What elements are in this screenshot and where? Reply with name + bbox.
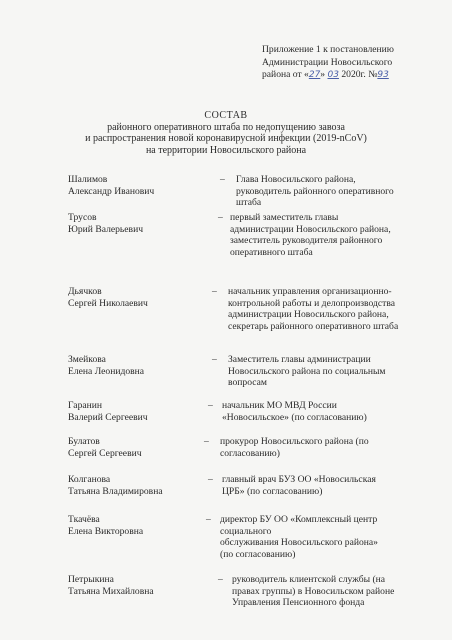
member-surname: Трусов	[68, 212, 97, 223]
role-line: «Новосильское» (по согласованию)	[222, 411, 367, 423]
member-role	[228, 354, 418, 389]
dash: –	[218, 212, 223, 223]
member-role	[222, 474, 418, 497]
appendix-day: 27	[308, 70, 321, 80]
appendix-line-3	[262, 69, 442, 82]
role-line: секретарь районного оперативного штаба	[228, 320, 399, 332]
appendix-month: 03	[327, 70, 339, 80]
document-heading	[0, 110, 452, 156]
appendix-line-1: Приложение 1 к постановлению	[262, 44, 394, 55]
member-name	[68, 174, 198, 197]
member-surname: Ткачёва	[68, 514, 100, 525]
appendix-date-mid: »	[320, 69, 326, 80]
dash: –	[218, 574, 223, 585]
role-line: обслуживания Новосильского района»	[220, 537, 378, 548]
role-line: Заместитель главы администрации	[228, 354, 371, 365]
role-line: начальник управления организационно-	[228, 286, 392, 297]
member-given-name: Татьяна Михайловна	[68, 585, 154, 597]
member-name	[68, 574, 198, 597]
role-line: штаба	[236, 197, 262, 208]
member-surname: Шалимов	[68, 174, 108, 185]
role-line: социального	[220, 525, 272, 537]
role-line: администрации Новосильского района,	[228, 309, 389, 320]
member-role	[222, 400, 418, 423]
role-line: прокурор Новосильского района (по	[220, 436, 369, 447]
heading-line-3: и распространения новой коронавирусной инфекции (2019-nCoV)	[85, 133, 367, 144]
member-name	[68, 286, 198, 309]
appendix-header	[262, 44, 442, 82]
heading-line-2: районного оперативного штаба по недопущению завоза	[107, 121, 345, 133]
member-surname: Дьячков	[68, 286, 102, 297]
member-name	[68, 212, 198, 235]
appendix-year: 2020г. №	[341, 69, 378, 80]
role-line: правах группы) в Новосильском районе	[232, 585, 395, 597]
member-surname: Гаранин	[68, 400, 103, 411]
member-role	[220, 514, 416, 560]
heading-line-4: на территории Новосильского района	[145, 144, 307, 156]
role-line: руководитель районного оперативного	[236, 185, 394, 197]
appendix-date-prefix: района от «	[262, 69, 309, 80]
member-role	[228, 286, 420, 332]
member-surname: Колганова	[68, 474, 111, 485]
member-given-name: Елена Викторовна	[68, 525, 144, 537]
role-line: (по согласованию)	[220, 548, 296, 560]
role-line: ЦРБ» (по согласованию)	[222, 485, 323, 497]
role-line: руководитель клиентской службы (на	[232, 574, 386, 585]
dash: –	[212, 286, 217, 297]
member-role	[236, 174, 416, 209]
member-name	[68, 354, 198, 377]
role-line: вопросам	[228, 377, 267, 388]
role-line: контрольной работы и делопроизводства	[228, 297, 396, 309]
member-given-name: Татьяна Владимировна	[68, 485, 163, 497]
member-given-name: Сергей Николаевич	[68, 297, 148, 309]
member-name	[68, 474, 198, 497]
dash: –	[206, 514, 211, 525]
appendix-number: 93	[377, 70, 389, 80]
member-given-name: Юрий Валерьевич	[68, 223, 144, 235]
role-line: главный врач БУЗ ОО «Новосильская	[222, 474, 376, 485]
role-line: начальник МО МВД России	[222, 400, 337, 411]
role-line: директор БУ ОО «Комплексный центр	[220, 514, 378, 525]
member-role	[230, 212, 416, 258]
document-title: СОСТАВ	[204, 110, 248, 121]
member-role	[220, 436, 418, 459]
dash: –	[208, 400, 213, 411]
member-given-name: Александр Иванович	[68, 185, 155, 197]
role-line: согласованию)	[220, 447, 280, 459]
member-given-name: Сергей Сергеевич	[68, 447, 142, 459]
member-role	[232, 574, 422, 609]
dash: –	[212, 354, 217, 365]
role-line: первый заместитель главы	[230, 212, 339, 223]
role-line: заместитель руководителя районного	[230, 235, 383, 246]
role-line: Новосильского района по социальным	[228, 365, 386, 377]
member-given-name: Валерий Сергеевич	[68, 411, 148, 423]
member-name	[68, 514, 198, 537]
dash: –	[204, 436, 209, 447]
member-name	[68, 400, 198, 423]
role-line: администрации Новосильского района,	[230, 223, 391, 235]
dash: –	[220, 174, 225, 185]
member-surname: Булатов	[68, 436, 100, 447]
appendix-line-2: Администрации Новосильского	[262, 56, 393, 68]
member-surname: Змейкова	[68, 354, 106, 365]
dash: –	[208, 474, 213, 485]
role-line: Глава Новосильского района,	[236, 174, 356, 185]
role-line: Управления Пенсионного фонда	[232, 597, 365, 608]
role-line: оперативного штаба	[230, 246, 313, 258]
member-surname: Петрыкина	[68, 574, 114, 585]
member-name	[68, 436, 198, 459]
member-given-name: Елена Леонидовна	[68, 365, 145, 377]
